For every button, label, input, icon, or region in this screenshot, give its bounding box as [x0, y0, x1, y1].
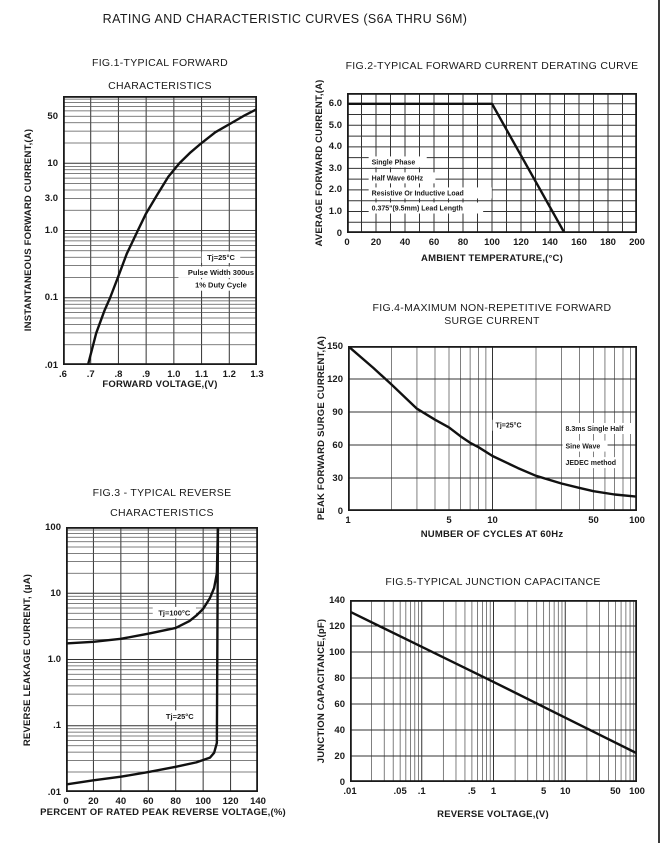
fig5-x-tick: .01 — [343, 786, 357, 797]
fig5-y-tick: 120 — [329, 620, 345, 632]
fig4-y-axis-label: PEAK FORWARD SURGE CURRENT,(A) — [316, 335, 327, 521]
fig3-title-line1: FIG.3 - TYPICAL REVERSE — [92, 487, 232, 499]
page-title: RATING AND CHARACTERISTIC CURVES (S6A THRU S6M) — [102, 12, 468, 26]
fig3-y-tick: 10 — [50, 587, 61, 599]
fig2-y-tick: 4.0 — [328, 141, 342, 153]
fig1-annotation: Pulse Width 300us — [187, 267, 255, 277]
fig2-y-axis-label: AVERAGE FORWARD CURRENT,(A) — [314, 79, 325, 247]
fig5-x-tick: 5 — [540, 786, 547, 797]
fig4-title-line2: SURGE CURRENT — [444, 315, 540, 327]
fig1-x-axis-label: FORWARD VOLTAGE,(V) — [102, 379, 218, 390]
fig4-annotation: Sine Wave — [565, 443, 601, 451]
fig1-x-tick: .9 — [142, 369, 151, 380]
fig2-annotation: 0.375"(9.5mm) Lead Length — [371, 205, 463, 213]
fig4-title-line1: FIG.4-MAXIMUM NON-REPETITIVE FORWARD — [372, 302, 612, 314]
fig2-annotation: Half Wave 60Hz — [371, 175, 424, 183]
fig2-x-tick: 160 — [571, 237, 587, 248]
fig1-title-line2: CHARACTERISTICS — [108, 80, 212, 92]
fig4-y-tick: 60 — [332, 439, 343, 451]
fig4-annotation: Tj=25°C — [495, 422, 522, 430]
fig5-x-tick: 50 — [610, 786, 621, 797]
fig1-x-tick: 1.2 — [222, 369, 236, 380]
fig1-annotation: Tj=25°C — [207, 252, 235, 262]
fig1-y-tick: .01 — [44, 359, 58, 371]
fig2-y-tick: 2.0 — [328, 184, 342, 196]
fig5-x-tick: 10 — [559, 786, 571, 797]
fig3-title-line2: CHARACTERISTICS — [110, 507, 214, 519]
fig1-y-tick: 3.0 — [44, 192, 58, 204]
fig1-x-tick: 1.0 — [167, 369, 181, 380]
fig3-x-tick: 120 — [222, 796, 239, 807]
fig2-title-line1: FIG.2-TYPICAL FORWARD CURRENT DERATING CURVE — [345, 60, 639, 72]
fig1-plot — [63, 96, 257, 365]
fig2-plot — [347, 93, 637, 233]
fig5-y-tick: 40 — [334, 724, 345, 736]
fig3-series-Tj=100°C — [66, 527, 218, 643]
fig2-x-tick: 200 — [629, 237, 645, 248]
fig3-x-tick: 100 — [195, 796, 212, 807]
fig1-y-tick: 10 — [47, 157, 58, 169]
fig5-y-tick: 100 — [329, 646, 345, 658]
fig5-title-line1: FIG.5-TYPICAL JUNCTION CAPACITANCE — [385, 576, 601, 588]
fig4-plot — [348, 346, 637, 511]
fig4-y-tick: 0 — [337, 505, 343, 517]
fig2-y-tick: 5.0 — [328, 119, 342, 131]
fig3-annotation: Tj=100°C — [158, 608, 191, 618]
fig2-x-tick: 120 — [513, 237, 529, 248]
fig5-y-tick: 0 — [339, 776, 345, 788]
fig5-x-tick: .05 — [393, 786, 407, 797]
fig2-annotation: Single Phase — [371, 159, 416, 167]
fig1-y-axis-label: INSTANTANEOUS FORWARD CURRENT,(A) — [23, 128, 34, 332]
fig5-x-axis-label: REVERSE VOLTAGE,(V) — [437, 809, 549, 820]
fig1-y-tick: 1.0 — [44, 225, 58, 236]
fig1-y-tick: 50 — [47, 110, 58, 122]
fig4-y-tick: 150 — [327, 340, 343, 352]
fig5-x-tick: .1 — [417, 786, 426, 797]
fig5-y-tick: 140 — [329, 594, 345, 606]
fig3-y-axis-label: REVERSE LEAKAGE CURRENT, (µA) — [22, 573, 33, 747]
fig2-chart-svg — [347, 93, 637, 233]
fig3-x-axis-label: PERCENT OF RATED PEAK REVERSE VOLTAGE,(%) — [40, 807, 286, 818]
fig2-y-tick: 6.0 — [328, 98, 342, 110]
fig3-plot — [66, 527, 258, 792]
fig5-y-axis-label: JUNCTION CAPACITANCE,(pF) — [316, 618, 327, 764]
fig2-x-tick: 180 — [600, 237, 616, 248]
fig4-x-tick: 5 — [446, 515, 452, 526]
fig4-annotation: 8.3ms Single Half — [565, 426, 624, 434]
fig1-y-tick: 0.1 — [44, 292, 58, 304]
fig1-x-tick: 1.1 — [194, 369, 209, 380]
fig2-x-tick: 20 — [370, 237, 382, 248]
fig5-x-tick: 1 — [490, 786, 497, 797]
fig3-y-tick: .1 — [53, 720, 61, 732]
fig1-x-tick: .8 — [114, 369, 123, 380]
fig2-x-tick: 0 — [344, 237, 350, 248]
fig4-x-tick: 1 — [345, 515, 351, 526]
fig3-x-tick: 60 — [142, 796, 154, 807]
fig1-title-line1: FIG.1-TYPICAL FORWARD — [91, 57, 229, 69]
fig3-x-tick: 40 — [115, 796, 127, 807]
fig1-x-tick: 1.3 — [250, 369, 264, 380]
fig2-annotation: Resistive Or Inductive Load — [371, 190, 464, 198]
fig2-y-tick: 1.0 — [328, 205, 342, 217]
fig5-y-tick: 60 — [334, 698, 345, 710]
fig1-chart-svg — [63, 96, 257, 365]
fig3-x-tick: 140 — [250, 796, 266, 807]
fig3-y-tick: 100 — [45, 521, 61, 533]
fig5-plot — [350, 600, 637, 782]
fig5-y-tick: 20 — [334, 750, 345, 762]
fig5-x-tick: .5 — [467, 786, 476, 797]
fig4-x-tick: 100 — [629, 515, 645, 526]
fig2-y-tick: 3.0 — [328, 162, 342, 174]
fig2-x-tick: 140 — [542, 237, 558, 248]
fig2-x-tick: 60 — [428, 237, 440, 248]
fig3-x-tick: 0 — [63, 796, 69, 807]
fig3-y-tick: 1.0 — [47, 654, 61, 665]
fig3-annotation: Tj=25°C — [165, 711, 194, 721]
fig4-x-axis-label: NUMBER OF CYCLES AT 60Hz — [420, 529, 564, 540]
fig4-x-tick: 10 — [487, 515, 498, 526]
fig4-y-tick: 30 — [332, 472, 343, 484]
fig4-y-tick: 120 — [327, 373, 343, 385]
fig4-y-tick: 90 — [332, 406, 343, 418]
fig5-chart-svg — [350, 600, 637, 782]
fig4-annotation: JEDEC method — [565, 460, 617, 468]
fig4-chart-svg — [348, 346, 637, 511]
fig3-y-tick: .01 — [47, 786, 61, 798]
fig4-x-tick: 50 — [588, 515, 599, 526]
fig3-x-tick: 20 — [88, 796, 99, 807]
fig2-y-tick: 0 — [336, 227, 342, 239]
fig2-x-axis-label: AMBIENT TEMPERATURE,(°C) — [421, 253, 563, 264]
fig2-x-tick: 80 — [457, 237, 469, 248]
fig1-x-tick: .7 — [86, 369, 95, 380]
fig2-x-tick: 100 — [484, 237, 500, 248]
fig3-chart-svg — [66, 527, 258, 792]
fig5-x-tick: 100 — [629, 786, 645, 797]
fig1-annotation: 1% Duty Cycle — [195, 280, 247, 290]
fig2-x-tick: 40 — [399, 237, 411, 248]
fig1-x-tick: .6 — [59, 369, 67, 380]
fig5-y-tick: 80 — [334, 672, 345, 684]
fig3-x-tick: 80 — [170, 796, 181, 807]
